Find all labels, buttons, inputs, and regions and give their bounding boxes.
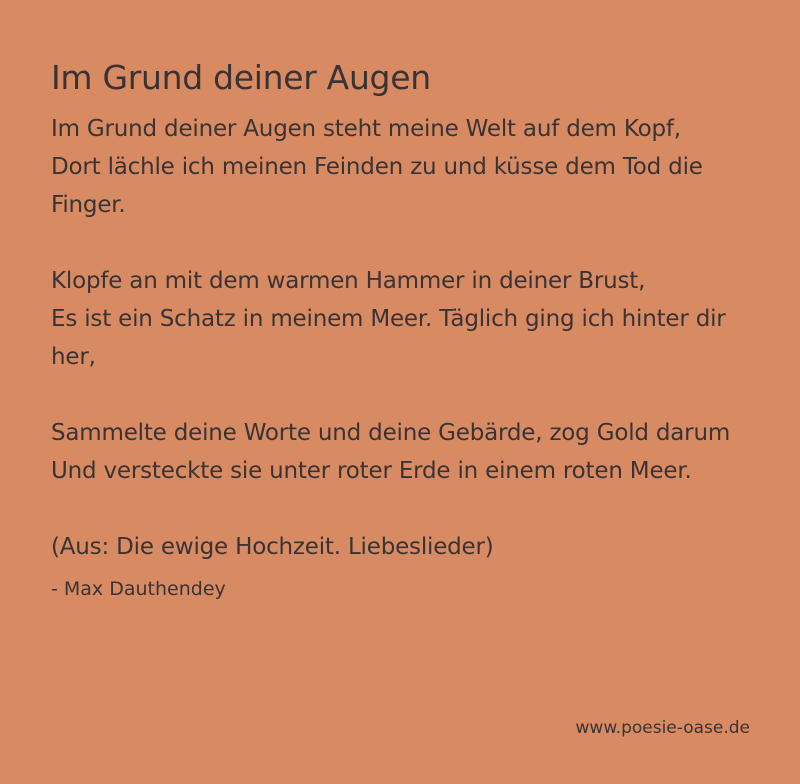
stanza-3-line-1: Sammelte deine Worte und deine Gebärde, zog Gold darum — [51, 420, 731, 446]
stanza-1 — [51, 110, 761, 224]
website-watermark: www.poesie-oase.de — [575, 718, 750, 738]
stanza-1-line-2: Dort lächle ich meinen Feinden zu und küsse dem Tod die Finger. — [51, 154, 703, 218]
poem-source: (Aus: Die ewige Hochzeit. Liebeslieder) — [51, 534, 494, 560]
stanza-3 — [51, 414, 761, 490]
poem-author: - Max Dauthendey — [51, 578, 226, 600]
stanza-2-line-2: Es ist ein Schatz in meinem Meer. Täglich ging ich hinter dir her, — [51, 306, 726, 370]
stanza-2-line-1: Klopfe an mit dem warmen Hammer in deiner Brust, — [51, 268, 646, 294]
stanza-2 — [51, 262, 761, 376]
poem-card — [51, 56, 761, 604]
stanza-3-line-2: Und versteckte sie unter roter Erde in einem roten Meer. — [51, 458, 692, 484]
stanza-1-line-1: Im Grund deiner Augen steht meine Welt auf dem Kopf, — [51, 116, 681, 142]
poem-title: Im Grund deiner Augen — [51, 58, 431, 97]
